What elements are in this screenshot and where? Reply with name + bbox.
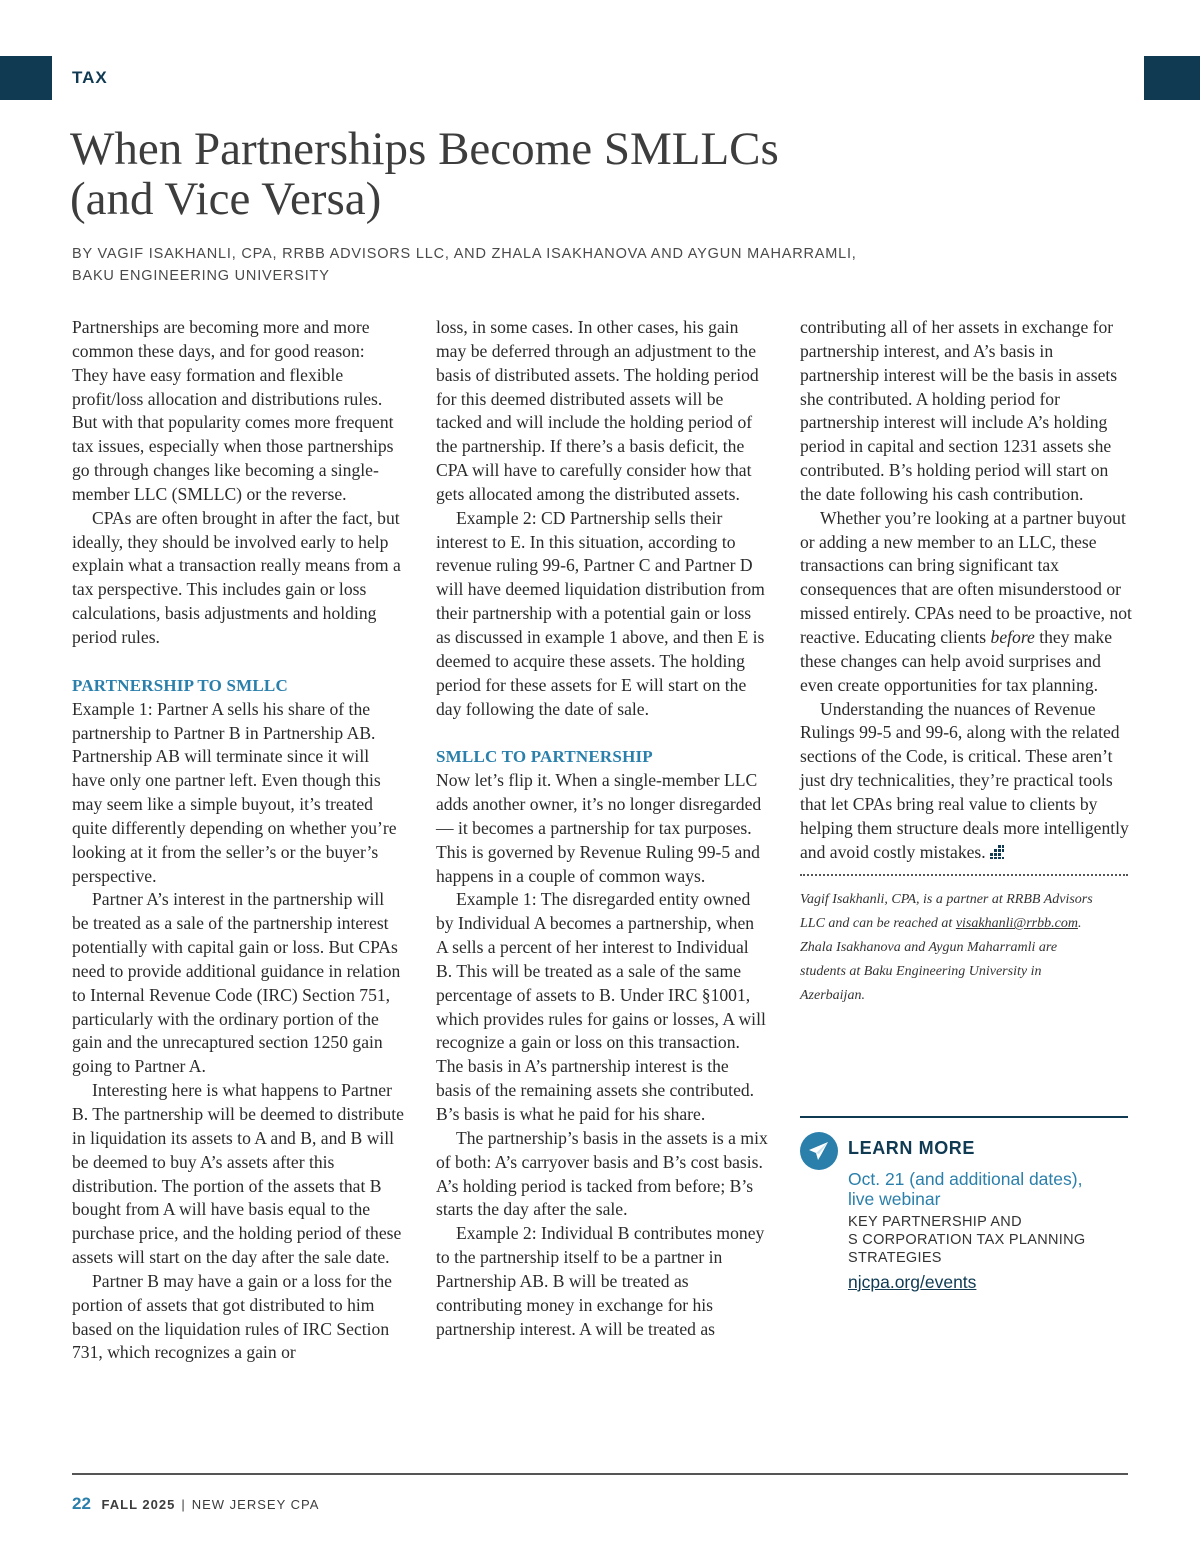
author-bio: [800, 888, 1100, 1008]
bio-divider: [800, 874, 1128, 876]
paper-plane-icon: [800, 1132, 838, 1170]
webinar-desc-line-3: STRATEGIES: [848, 1250, 942, 1266]
paragraph: [800, 698, 1132, 865]
footer-rule: [72, 1473, 1128, 1475]
section-tab-right: [1144, 56, 1200, 100]
author-email-link[interactable]: visakhanli@rrbb.com: [955, 916, 1078, 932]
paragraph-text: they make these changes can help avoid surprises and even create opportunities for tax planning.: [800, 626, 1113, 695]
column-1: [72, 316, 404, 1365]
paragraph-text: Whether you’re looking at a partner buyout or adding a new member to an LLC, these transactions can bring significant tax consequences that are often misunderstood or missed entirely. CPAs need to be proactive, not reactive. Educating clients: [800, 507, 1132, 647]
paragraph: Example 1: The disregarded entity owned by Individual A becomes a partnership, when A sells a percent of her interest to Individual B. This will be treated as a sale of the same percentage of assets to B. Under IRC §1001, which provides rules for gains or losses, A will recognize a gain or loss on this transaction. The basis in A’s partnership interest is the basis of the remaining assets she contributed. B’s basis is what he paid for his share.: [436, 889, 766, 1124]
learn-more-box: [800, 1116, 1128, 1293]
paragraph: Example 1: Partner A sells his share of the partnership to Partner B in Partnership AB. Partnership AB will terminate since it will have only one partner left. Even though this may seem like a simple buyout, it’s treated quite differently depending on whether you’re looking at it from the seller’s or the buyer’s perspective.: [72, 698, 397, 886]
section-label: TAX: [72, 68, 108, 87]
page-number: 22: [72, 1494, 91, 1513]
column-3: [800, 316, 1132, 1008]
bio-text: Vagif Isakhanli, CPA, is a partner at RRBB Advisors LLC and can be reached at: [800, 892, 1093, 932]
article-title: [70, 124, 1130, 224]
events-link[interactable]: njcpa.org/events: [848, 1272, 977, 1292]
title-line-1: When Partnerships Become SMLLCs: [70, 123, 779, 175]
webinar-desc-line-1: KEY PARTNERSHIP AND: [848, 1214, 1022, 1230]
section-heading-partnership-to-smllc: PARTNERSHIP TO SMLLC: [72, 675, 288, 695]
learn-more-title: LEARN MORE: [848, 1138, 975, 1158]
paragraph: CPAs are often brought in after the fact, but ideally, they should be involved early to help explain what a transaction really means from a tax perspective. This includes gain or loss calculations, basis adjustments and holding period rules.: [72, 507, 401, 647]
end-mark-icon: [990, 845, 1004, 859]
publication-name: NEW JERSEY CPA: [191, 1497, 320, 1512]
byline-line-2: BAKU ENGINEERING UNIVERSITY: [72, 268, 330, 284]
byline-line-1: BY VAGIF ISAKHANLI, CPA, RRBB ADVISORS LLC, AND ZHALA ISAKHANOVA AND AYGUN MAHARRAMLI,: [72, 246, 857, 262]
paragraph: Partner A’s interest in the partnership will be treated as a sale of the partnership interest potentially with capital gain or loss. But CPAs need to provide additional guidance in relation to Internal Revenue Code (IRC) Section 751, particularly with the ordinary portion of the gain and the unrecaptured section 1250 gain going to Partner A.: [72, 889, 401, 1077]
byline: [72, 243, 1132, 287]
bio-text: . Zhala Isakhanova and Aygun Maharramli are students at Baku Engineering University in Azerbaijan.: [800, 916, 1082, 1004]
paragraph: Partnerships are becoming more and more common these days, and for good reason: They have easy formation and flexible profit/loss allocation and distributions rules. But with that popularity comes more frequent tax issues, especially when those partnerships go through changes like becoming a single-member LLC (SMLLC) or the reverse.: [72, 317, 394, 504]
paragraph: Example 2: Individual B contributes money to the partnership itself to be a partner in Partnership AB. B will be treated as contributing money in exchange for his partnership interest. A will be treated as: [436, 1223, 765, 1339]
webinar-description: [848, 1213, 1128, 1267]
page-footer: [72, 1494, 319, 1514]
paragraph: loss, in some cases. In other cases, his gain may be deferred through an adjustment to the basis of distributed assets. The holding period for this deemed distributed assets will be tacked and will include the holding period of the partnership. If there’s a basis deficit, the CPA will have to carefully consider how that gets allocated among the distributed assets.: [436, 317, 759, 504]
learn-more-content: [848, 1138, 1128, 1293]
paragraph: [800, 507, 1132, 698]
paragraph: Interesting here is what happens to Partner B. The partnership will be deemed to distribute in liquidation its assets to A and B, and B will be deemed to buy A’s assets after this distribution. The portion of the assets that B bought from A will have basis equal to the purchase price, and the holding period of these assets will start on the day after the sale date.: [72, 1080, 404, 1268]
paragraph: Example 2: CD Partnership sells their interest to E. In this situation, according to revenue ruling 99-6, Partner C and Partner D will have deemed liquidation distribution from their partnership with a potential gain or loss as discussed in example 1 above, and then E is deemed to acquire these assets. The holding period for these assets for E will start on the day following the date of sale.: [436, 507, 765, 719]
webinar-date-line-1: Oct. 21 (and additional dates),: [848, 1169, 1083, 1189]
footer-separator: |: [181, 1497, 186, 1512]
webinar-date: [848, 1169, 1128, 1209]
paragraph: contributing all of her assets in exchange for partnership interest, and A’s basis in partnership interest will be the basis in assets she contributed. A holding period for partnership interest will include A’s holding period in capital and section 1231 assets she contributed. B’s holding period will start on the date following his cash contribution.: [800, 317, 1118, 504]
section-tab-left: [0, 56, 52, 100]
paragraph: Now let’s flip it. When a single-member LLC adds another owner, it’s no longer disregarded — it becomes a partnership for tax purposes. This is governed by Revenue Ruling 99-5 and happens in a couple of common ways.: [436, 770, 762, 886]
column-2: [436, 316, 768, 1341]
paragraph-text: Understanding the nuances of Revenue Rulings 99-5 and 99-6, along with the related sections of the Code, is critical. These aren’t just dry technicalities, they’re practical tools that let CPAs bring real value to clients by helping them structure deals more intelligently and avoid costly mistakes.: [800, 698, 1129, 862]
emphasis: before: [990, 626, 1035, 647]
paragraph: Partner B may have a gain or a loss for the portion of assets that got distributed to him based on the liquidation rules of IRC Section 731, which recognizes a gain or: [72, 1270, 392, 1363]
webinar-date-line-2: live webinar: [848, 1189, 941, 1209]
issue-label: FALL 2025: [101, 1497, 176, 1512]
section-heading-smllc-to-partnership: SMLLC TO PARTNERSHIP: [436, 747, 653, 767]
webinar-desc-line-2: S CORPORATION TAX PLANNING: [848, 1232, 1086, 1248]
paragraph: The partnership’s basis in the assets is a mix of both: A’s carryover basis and B’s cost basis. A’s holding period is tacked from before; B’s starts the day after the sale.: [436, 1127, 768, 1220]
title-line-2: (and Vice Versa): [70, 173, 382, 225]
